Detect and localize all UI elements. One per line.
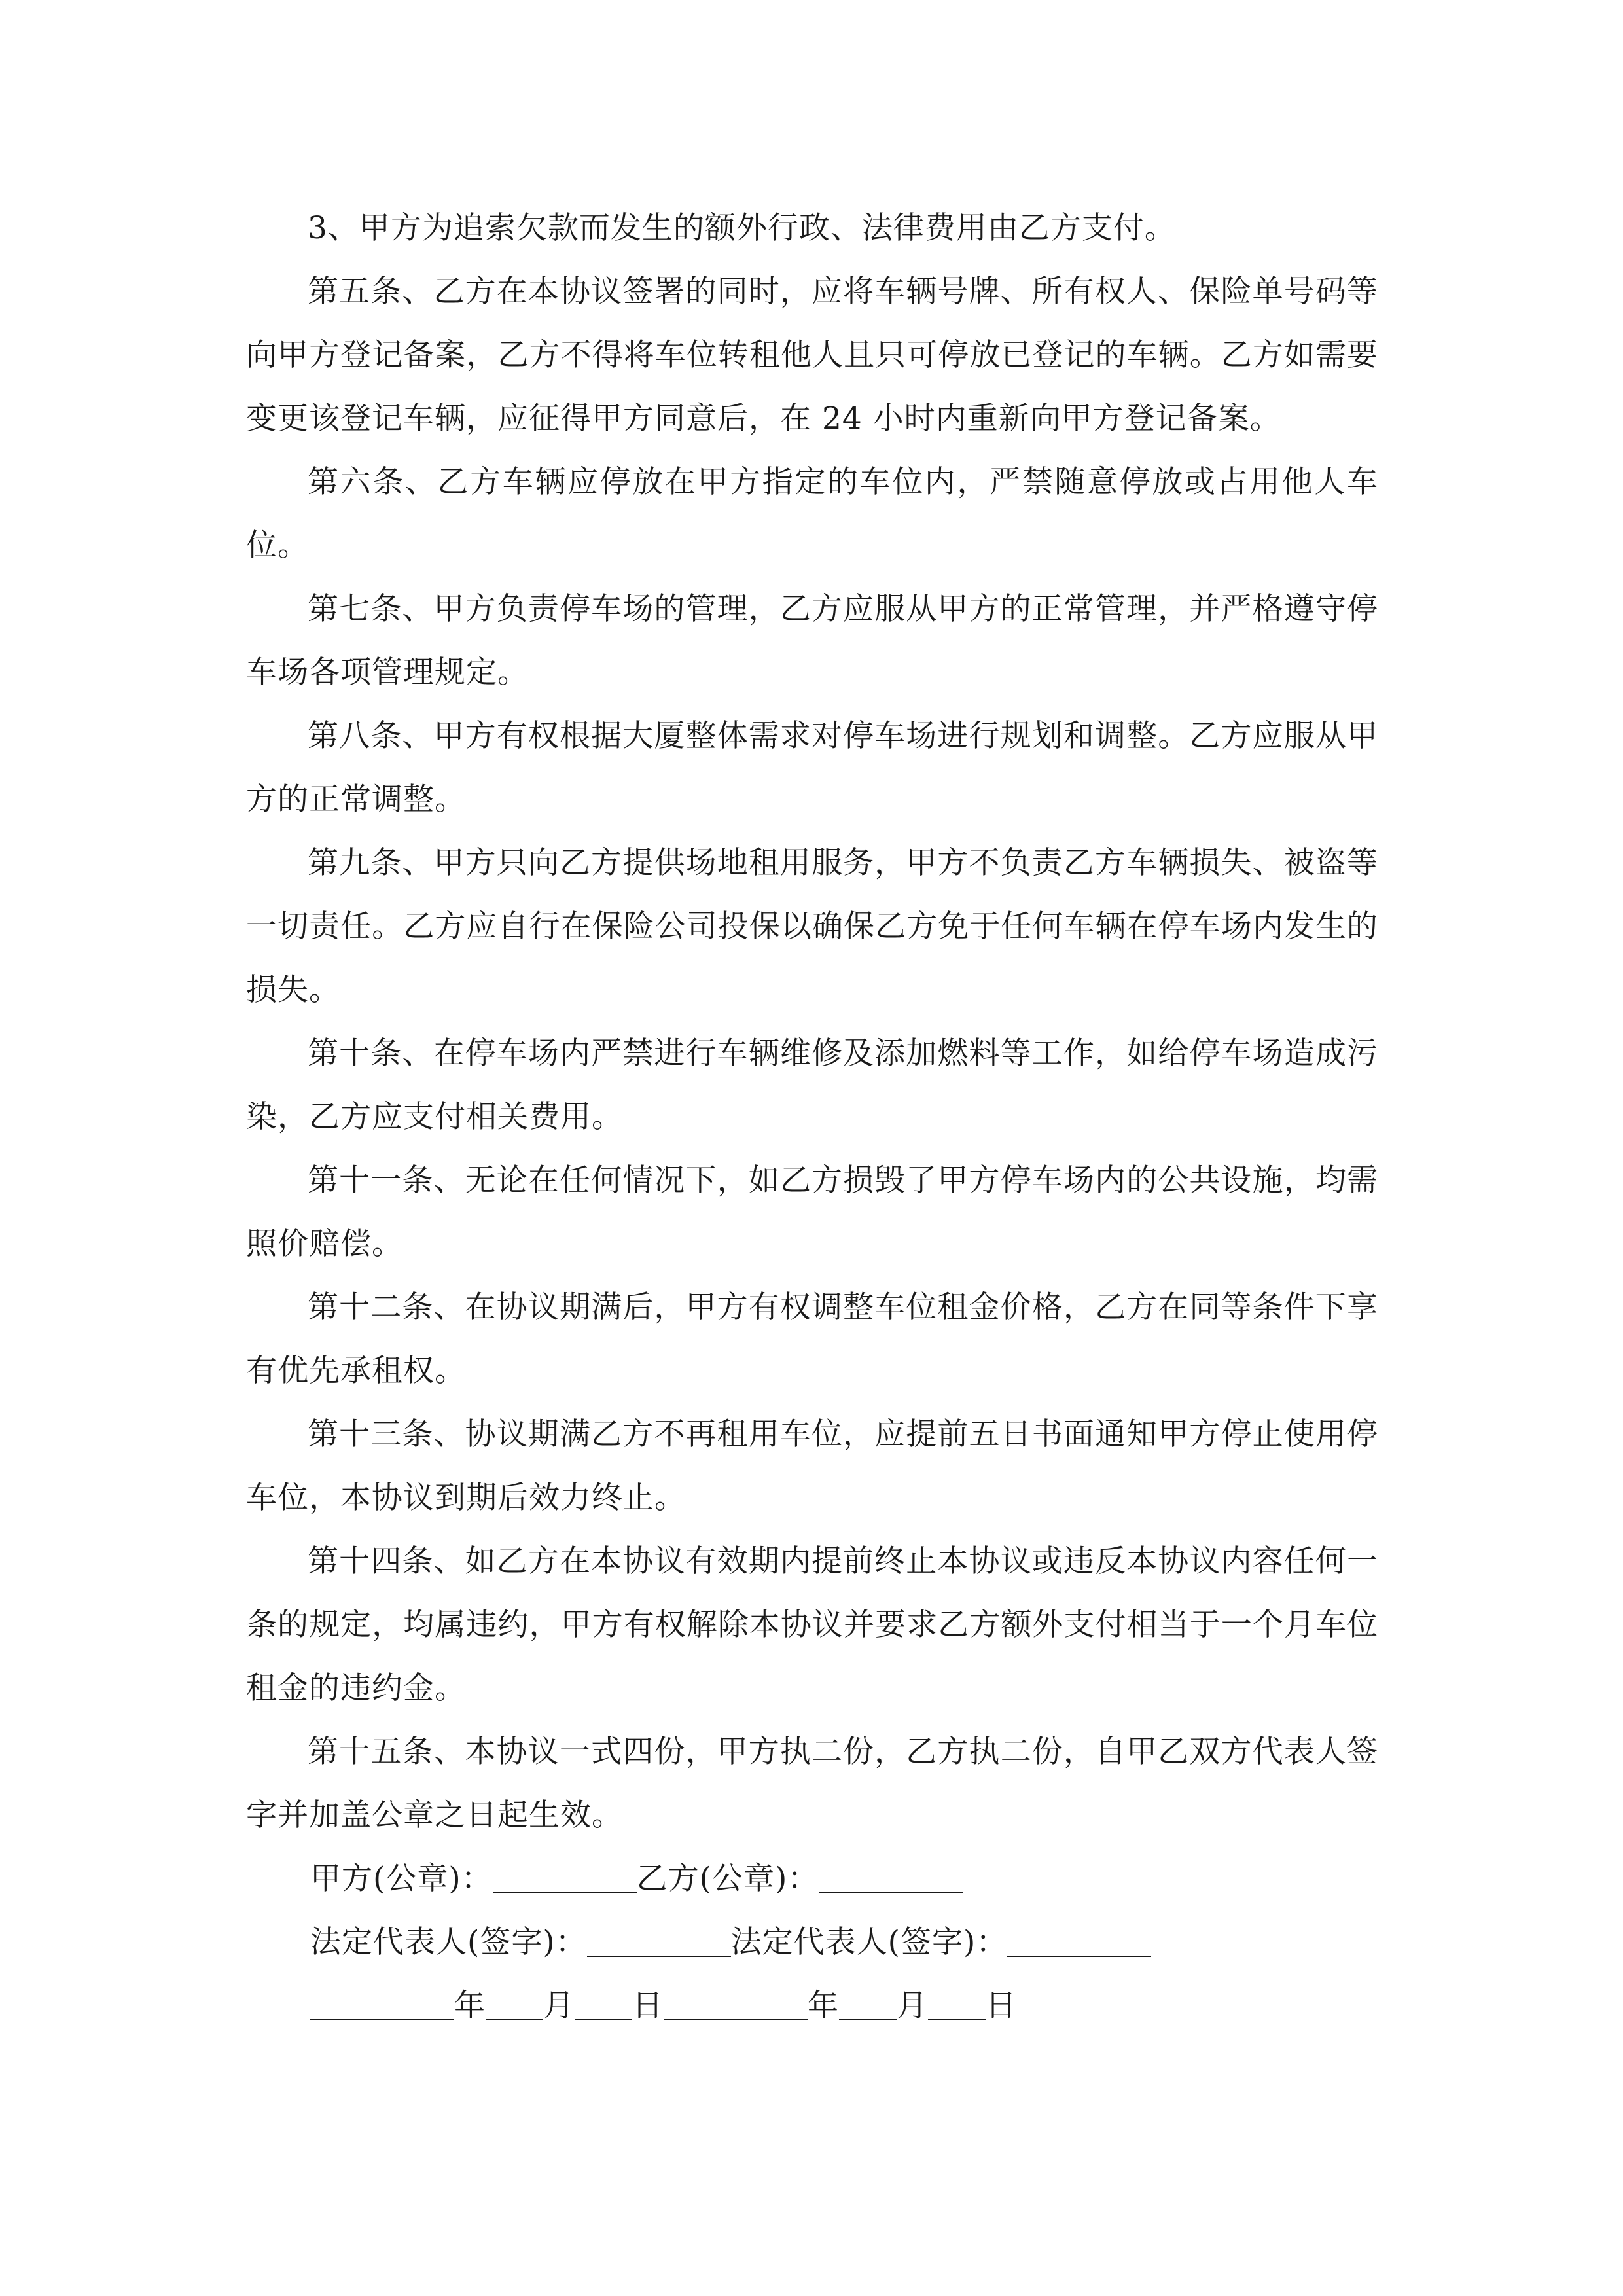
- party-a-seal-label: 甲方(公章)：: [310, 1861, 493, 1897]
- clause-paragraph: 第十三条、协议期满乙方不再租用车位，应提前五日书面通知甲方停止使用停车位，本协议到期后效力终止。: [246, 1416, 1378, 1516]
- clause-paragraph: 第八条、甲方有权根据大厦整体需求对停车场进行规划和调整。乙方应服从甲方的正常调整。: [246, 718, 1378, 817]
- party-a-day-blank[interactable]: [575, 1988, 632, 2020]
- clause-paragraph: 第十条、在停车场内严禁进行车辆维修及添加燃料等工作，如给停车场造成污染，乙方应支付相关费用。: [246, 1035, 1378, 1135]
- party-b-rep-label: 法定代表人(签字)：: [730, 1924, 1008, 1960]
- clause-paragraph: 第六条、乙方车辆应停放在甲方指定的车位内，严禁随意停放或占用他人车位。: [246, 464, 1378, 564]
- year-label: 年: [808, 1988, 839, 2024]
- month-label: 月: [897, 1988, 928, 2024]
- party-b-month-blank[interactable]: [839, 1988, 897, 2020]
- seal-signature-line: [246, 1847, 1378, 1910]
- day-label: 日: [986, 1988, 1017, 2024]
- year-label: 年: [454, 1988, 486, 2024]
- party-a-rep-blank[interactable]: [587, 1925, 731, 1957]
- clause-paragraph: 第五条、乙方在本协议签署的同时，应将车辆号牌、所有权人、保险单号码等向甲方登记备案，乙方不得将车位转租他人且只可停放已登记的车辆。乙方如需要变更该登记车辆，应征得甲方同意后，在 24 小时内重新向甲方登记备案。: [246, 274, 1378, 437]
- clause-paragraph: 第十五条、本协议一式四份，甲方执二份，乙方执二份，自甲乙双方代表人签字并加盖公章之日起生效。: [246, 1734, 1378, 1833]
- party-a-seal-blank[interactable]: [493, 1861, 637, 1893]
- party-b-day-blank[interactable]: [928, 1988, 986, 2020]
- clause-paragraph: 第九条、甲方只向乙方提供场地租用服务，甲方不负责乙方车辆损失、被盗等一切责任。乙方应自行在保险公司投保以确保乙方免于任何车辆在停车场内发生的损失。: [246, 845, 1378, 1008]
- month-label: 月: [543, 1988, 575, 2024]
- party-a-month-blank[interactable]: [486, 1988, 543, 2020]
- party-a-rep-label: 法定代表人(签字)：: [310, 1924, 587, 1960]
- clause-paragraph: 第十一条、无论在任何情况下，如乙方损毁了甲方停车场内的公共设施，均需照价赔偿。: [246, 1162, 1378, 1262]
- party-b-rep-blank[interactable]: [1007, 1925, 1151, 1957]
- document-body: [246, 196, 1378, 2037]
- clause-paragraph: 3、甲方为追索欠款而发生的额外行政、法律费用由乙方支付。: [308, 210, 1176, 246]
- party-a-year-blank[interactable]: [310, 1988, 454, 2020]
- clause-paragraph: 第十二条、在协议期满后，甲方有权调整车位租金价格，乙方在同等条件下享有优先承租权。: [246, 1289, 1378, 1389]
- party-b-seal-label: 乙方(公章)：: [636, 1861, 819, 1897]
- party-b-year-blank[interactable]: [664, 1988, 808, 2020]
- clause-paragraph: 第七条、甲方负责停车场的管理，乙方应服从甲方的正常管理，并严格遵守停车场各项管理规定。: [246, 591, 1378, 691]
- day-label: 日: [632, 1988, 664, 2024]
- representative-signature-line: [246, 1910, 1378, 1974]
- clause-paragraph: 第十四条、如乙方在本协议有效期内提前终止本协议或违反本协议内容任何一条的规定，均属违约，甲方有权解除本协议并要求乙方额外支付相当于一个月车位租金的违约金。: [246, 1543, 1378, 1706]
- party-b-seal-blank[interactable]: [819, 1861, 963, 1893]
- date-line: [246, 1974, 1378, 2037]
